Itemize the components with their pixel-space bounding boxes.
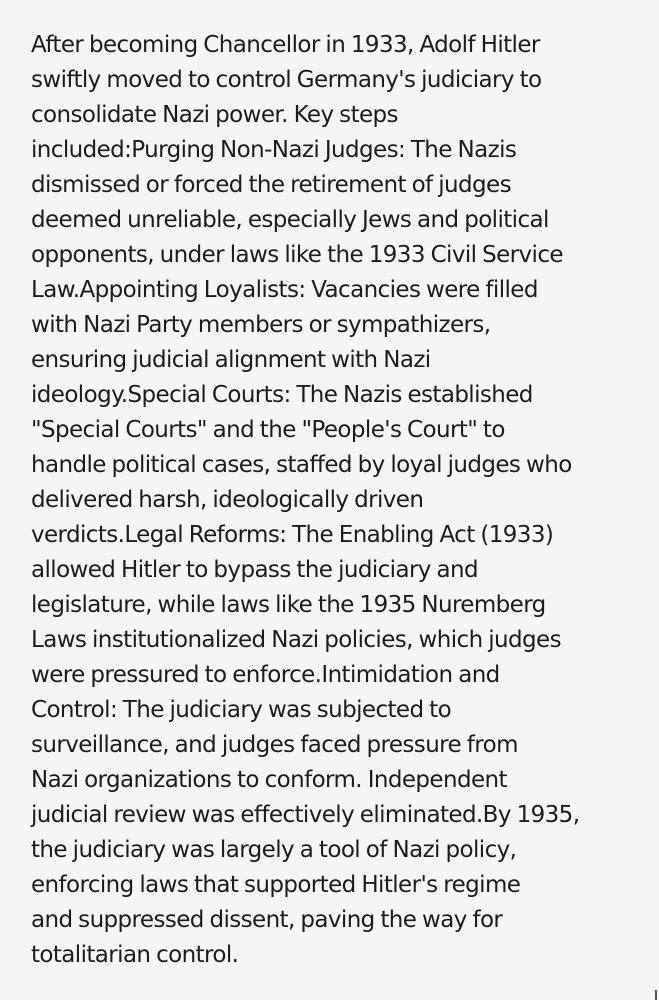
text-line: After becoming Chancellor in 1933, Adolf Hitler <box>31 32 540 58</box>
text-line: Laws institutionalized Nazi policies, which judges <box>31 627 561 653</box>
text-line: enforcing laws that supported Hitler's regime <box>31 872 521 898</box>
text-line: Control: The judiciary was subjected to <box>31 697 452 723</box>
text-line: Law.Appointing Loyalists: Vacancies were filled <box>31 277 538 303</box>
article-text <box>31 28 651 973</box>
text-line: delivered harsh, ideologically driven <box>31 487 424 513</box>
text-line: and suppressed dissent, paving the way for <box>31 907 503 933</box>
text-line: legislature, while laws like the 1935 Nuremberg <box>31 592 546 618</box>
text-line: Nazi organizations to conform. Independent <box>31 767 507 793</box>
text-line: the judiciary was largely a tool of Nazi policy, <box>31 837 517 863</box>
text-line: verdicts.Legal Reforms: The Enabling Act (1933) <box>31 522 554 548</box>
text-line: ideology.Special Courts: The Nazis established <box>31 382 533 408</box>
text-line: were pressured to enforce.Intimidation and <box>31 662 500 688</box>
scrollbar[interactable] <box>655 990 657 1000</box>
text-line: consolidate Nazi power. Key steps <box>31 102 398 128</box>
text-line: swiftly moved to control Germany's judiciary to <box>31 67 542 93</box>
text-line: opponents, under laws like the 1933 Civil Service <box>31 242 563 268</box>
text-line: included:Purging Non-Nazi Judges: The Nazis <box>31 137 517 163</box>
text-line: "Special Courts" and the "People's Court" to <box>31 417 505 443</box>
text-line: judicial review was effectively eliminated.By 1935, <box>31 802 580 828</box>
text-line: totalitarian control. <box>31 942 239 968</box>
text-line: handle political cases, staffed by loyal judges who <box>31 452 572 478</box>
text-line: ensuring judicial alignment with Nazi <box>31 347 431 373</box>
text-line: surveillance, and judges faced pressure from <box>31 732 518 758</box>
text-line: dismissed or forced the retirement of judges <box>31 172 511 198</box>
text-line: allowed Hitler to bypass the judiciary and <box>31 557 479 583</box>
text-line: deemed unreliable, especially Jews and political <box>31 207 549 233</box>
text-line: with Nazi Party members or sympathizers, <box>31 312 491 338</box>
